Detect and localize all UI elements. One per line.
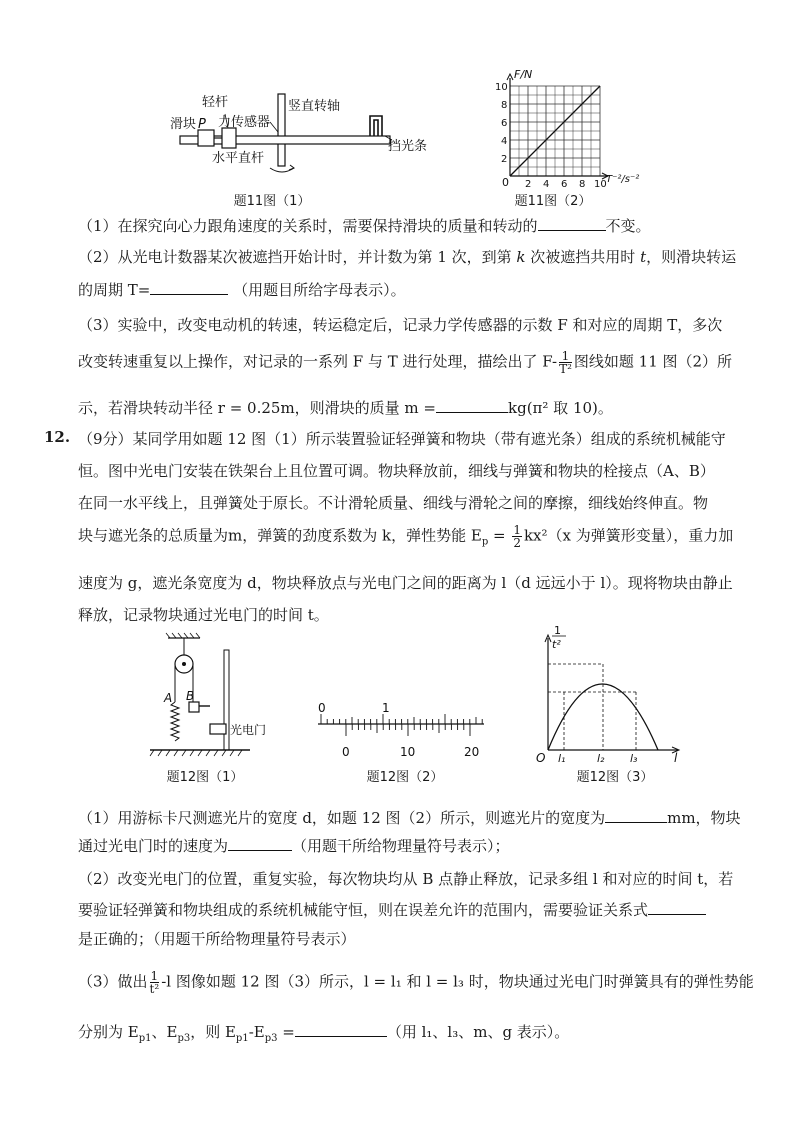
fig11-2-chart <box>490 70 650 188</box>
spring <box>171 702 179 741</box>
q12-blank-3[interactable] <box>648 898 706 915</box>
q12-part3-line2 <box>78 1020 758 1050</box>
q11-blank-3[interactable] <box>436 396 508 413</box>
q12-part1-end: （用题干所给物理量符号表示）； <box>292 837 510 855</box>
q12-blank-4[interactable] <box>295 1020 387 1037</box>
sub-p3b: p3 <box>264 1033 278 1044</box>
q11-period-label: 的周期 T= <box>78 281 151 299</box>
vernier-20: 20 <box>464 745 480 759</box>
q12-line3: 在同一水平线上，且弹簧处于原长。不计滑轮质量、细线与滑轮之间的摩擦，细线始终伸直。物 <box>78 494 709 512</box>
q12-eq: = <box>488 526 511 545</box>
q12-line1: （9分）某同学用如题 12 图（1）所示装置验证轻弹簧和物块（带有遮光条）组成的系统机械能守 <box>78 430 726 448</box>
fig12-1-caption: 题12图（1） <box>166 770 244 785</box>
q12-part2-line2 <box>78 898 758 921</box>
fig11-2-caption: 题11图（2） <box>514 194 592 209</box>
q12-part3-text2: -l 图像如题 12 图（3）所示，l = l₁ 和 l = l₃ 时，物块通过光电门时弹簧具有的弹性势能 <box>161 972 754 991</box>
q12-part3-text3: 分别为 E <box>78 1023 139 1041</box>
fig11-1-caption: 题11图（1） <box>233 194 311 209</box>
main-scale-0: 0 <box>318 701 326 715</box>
y-tick-label: 2 <box>501 154 508 165</box>
vertical-shaft <box>278 94 285 166</box>
sub-p1b: p1 <box>235 1033 249 1044</box>
vernier-0: 0 <box>342 745 350 759</box>
y-tick-label: 6 <box>501 118 508 129</box>
label-shade: 挡光条 <box>388 139 428 154</box>
force-sensor <box>222 128 236 148</box>
fig12-3-chart <box>530 624 690 764</box>
label-a: A <box>164 691 173 705</box>
slider-p <box>198 130 214 146</box>
vernier-scale-ticks <box>346 724 470 736</box>
fig12-3-caption: 题12图（3） <box>576 770 654 785</box>
q11-blank-1[interactable] <box>538 214 606 231</box>
q12-part2-line3: 是正确的；（用题干所给物理量符号表示） <box>78 930 356 948</box>
x-tick-label: 2 <box>525 179 532 190</box>
chart3-l3: l₃ <box>630 752 638 765</box>
q11-k: k <box>516 248 526 266</box>
q11-frac-inv-t2: $\frac{1}{\text{T²}}$ <box>559 349 572 376</box>
q12-part1-unit: mm，物块 <box>667 809 741 827</box>
chart-xlabel: T⁻²/s⁻² <box>606 174 640 185</box>
shade-strip <box>370 116 382 136</box>
chart-ylabel: F/N <box>514 68 533 81</box>
q11-part3-text: （3）实验中，改变电动机的转速，转运稳定后，记录力学传感器的示数 F 和对应的周期 T，多次 <box>78 316 723 334</box>
label-rod: 轻杆 <box>202 95 229 110</box>
y-tick-label: 8 <box>501 100 508 111</box>
q12-line4-text: 块与遮光条的总质量为m，弹簧的劲度系数为 k，弹性势能 E <box>78 526 482 545</box>
main-scale-ticks <box>321 714 482 724</box>
q12-frac-inv-t2: $\frac{1}{\text{t²}}$ <box>149 969 160 996</box>
q12-line4-text2: kx²（x 为弹簧形变量），重力加 <box>523 526 734 545</box>
y-tick-label: 4 <box>501 136 508 147</box>
q12-line4 <box>78 524 758 554</box>
label-horizontal: 水平直杆 <box>212 151 265 166</box>
chart3-ylabel-den: t² <box>552 638 561 651</box>
q12-part3-end: （用 l₁、l₃、m、g 表示）。 <box>386 1023 570 1041</box>
block <box>189 702 199 712</box>
label-sensor: 力传感器 <box>218 115 271 130</box>
q11-blank-2[interactable] <box>150 278 228 295</box>
chart3-ylabel-num: 1 <box>554 624 561 637</box>
guide-lines <box>548 664 636 750</box>
q12-line6: 释放，记录物块通过光电门的时间 t。 <box>78 606 329 624</box>
q11-part3-text3: 图线如题 11 图（2）所 <box>573 352 733 371</box>
photogate <box>210 724 226 734</box>
q12-number: 12. <box>44 428 71 446</box>
q12-part3-text: （3）做出 <box>78 972 148 991</box>
q12-line2: 恒。图中光电门安装在铁架台上且位置可调。物块释放前，细线与弹簧和物块的栓接点（A、B） <box>78 462 715 480</box>
q12-ep-sub: p <box>481 536 489 548</box>
fig12-2-vernier <box>312 700 492 766</box>
y-tick-label: 10 <box>495 82 508 93</box>
x-tick-label: 6 <box>561 179 568 190</box>
fig12-1-apparatus <box>140 632 280 764</box>
main-scale-1: 1 <box>382 701 390 715</box>
q12-part1-text2: 通过光电门时的速度为 <box>78 837 229 855</box>
label-b: B <box>186 689 195 703</box>
q12-part1-line2 <box>78 834 758 857</box>
q12-blank-1[interactable] <box>605 806 667 823</box>
q11-part2-line2 <box>78 278 758 301</box>
chart3-l1: l₁ <box>558 752 566 765</box>
sub-p3: p3 <box>177 1033 191 1044</box>
chart-origin: 0 <box>502 176 509 189</box>
q12-part2-line1: （2）改变光电门的位置，重复实验，每次物块均从 B 点静止释放，记录多组 l 和对应的时间 t，若 <box>78 870 734 888</box>
q12-part3-minus: -E <box>248 1023 265 1041</box>
label-gate: 光电门 <box>230 723 267 737</box>
x-tick-label: 10 <box>594 179 607 190</box>
q11-part2-line1 <box>78 246 758 268</box>
q11-part1-text: （1）在探究向心力跟角速度的关系时，需要保持滑块的质量和转动的 <box>78 217 538 235</box>
label-p: P <box>198 117 206 132</box>
q12-blank-2[interactable] <box>228 834 292 851</box>
q12-part2-text: 要验证轻弹簧和物块组成的系统机械能守恒，则在误差允许的范围内，需要验证关系式 <box>78 901 649 919</box>
stand-pole <box>224 650 229 750</box>
q11-part3-line1 <box>78 314 758 336</box>
q11-part2-end: （用题目所给字母表示）。 <box>233 281 406 299</box>
sub-p1: p1 <box>138 1033 152 1044</box>
q11-part2-text2: 次被遮挡共用时 <box>530 248 636 266</box>
x-tick-label: 8 <box>579 179 586 190</box>
vernier-10: 10 <box>400 745 416 759</box>
q11-part3-text4: 示，若滑块转动半径 r = 0.25m，则滑块的质量 m = <box>78 399 436 417</box>
x-tick-label: 4 <box>543 179 550 190</box>
fig11-1-apparatus <box>170 92 440 192</box>
q12-part1-text: （1）用游标卡尺测遮光片的宽度 d，如题 12 图（2）所示，则遮光片的宽度为 <box>78 809 606 827</box>
q11-part2-text3: ，则滑块转运 <box>646 248 737 266</box>
label-axis: 竖直转轴 <box>288 99 341 114</box>
chart3-l2: l₂ <box>597 752 605 765</box>
q12-part3-line1 <box>78 970 758 995</box>
q11-part1-end: 不变。 <box>605 217 651 235</box>
label-slider: 滑块 <box>170 117 197 132</box>
q12-part1-line1 <box>78 806 758 829</box>
q12-line5: 速度为 g，遮光条宽度为 d，物块释放点与光电门之间的距离为 l（d 远远小于 l）。现将物块由静止 <box>78 574 733 592</box>
fig12-2-caption: 题12图（2） <box>366 770 444 785</box>
q12-frac-half: $\frac{1}{2}$ <box>513 523 521 550</box>
q11-part1 <box>78 214 758 237</box>
q12-part3-eq: = <box>277 1023 295 1041</box>
q11-t: t <box>640 248 647 266</box>
q12-part3-then: ，则 E <box>190 1023 236 1041</box>
q11-part3-line2 <box>78 350 758 375</box>
chart3-xlabel: l <box>674 751 678 765</box>
q11-part3-text2: 改变转速重复以上操作，对记录的一系列 F 与 T 进行处理，描绘出了 F- <box>78 352 558 371</box>
chart3-origin: O <box>536 751 546 765</box>
q11-part3-end: kg(π² 取 10)。 <box>508 399 613 417</box>
q11-part3-line3 <box>78 396 758 419</box>
q11-part2-text: （2）从光电计数器某次被遮挡开始计时，并计数为第 1 次，到第 <box>78 248 512 266</box>
q12-part3-sep: 、E <box>151 1023 178 1041</box>
